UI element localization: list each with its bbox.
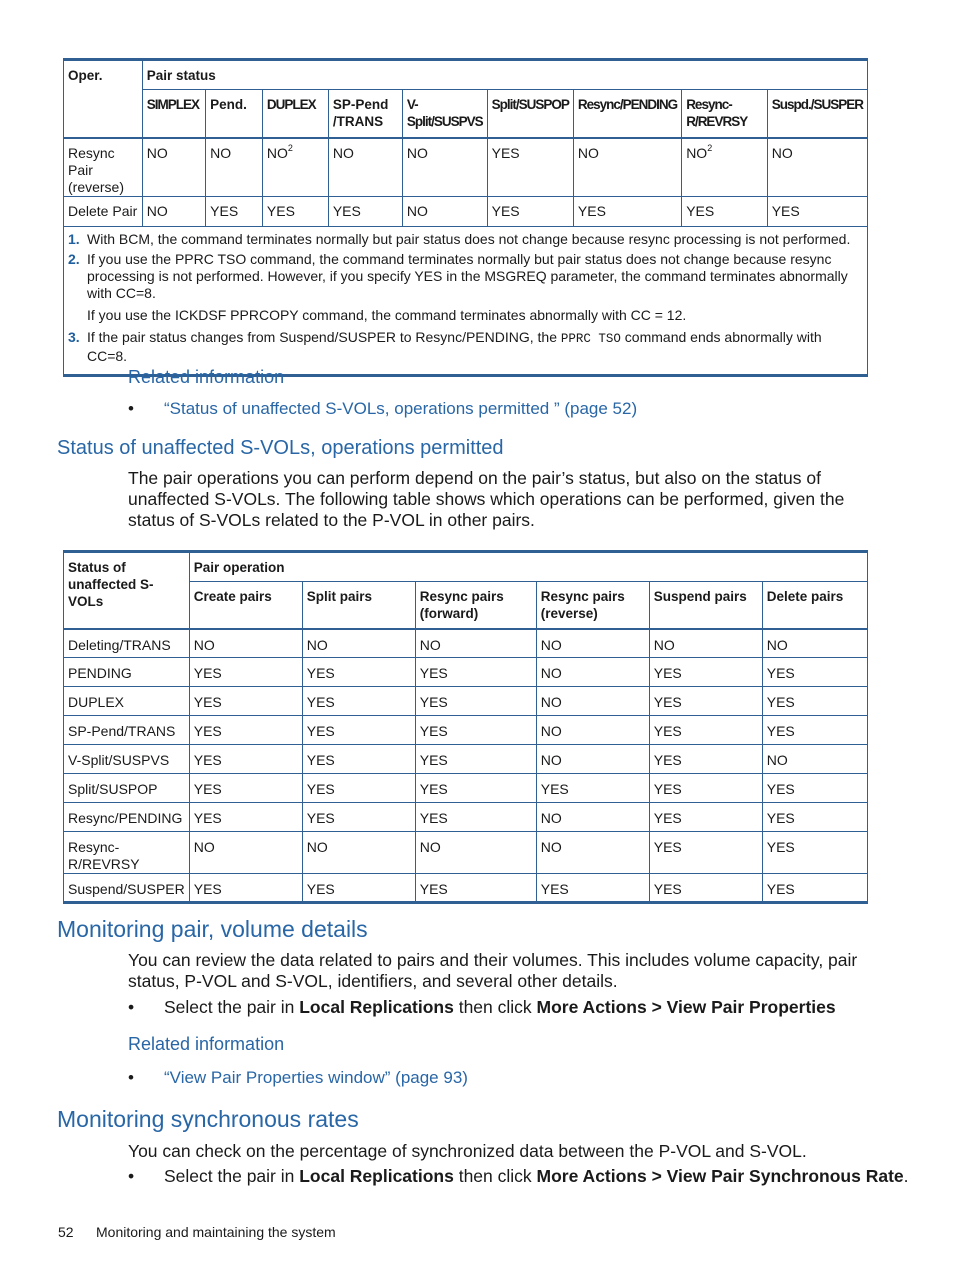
subheader-sp-pend-trans: SP-Pend /TRANS	[328, 90, 402, 138]
step-text-part: Select the pair in	[164, 1166, 300, 1186]
table-cell: YES	[302, 774, 415, 803]
bullet: •	[128, 1166, 135, 1186]
table-cell: YES	[415, 716, 536, 745]
step-text-part: .	[903, 1166, 909, 1186]
table-cell: YES	[536, 774, 649, 803]
table-cell: YES	[415, 874, 536, 903]
table-cell: YES	[415, 658, 536, 687]
subheader-resync-pending: Resync/PENDING	[573, 90, 681, 138]
row-status-label: Resync-R/REVRSY	[64, 832, 190, 874]
row-status-label: PENDING	[64, 658, 190, 687]
table-cell: YES	[189, 803, 302, 832]
row-status-label: V-Split/SUSPVS	[64, 745, 190, 774]
pair-status-table	[63, 58, 868, 377]
table-cell: YES	[302, 874, 415, 903]
section-heading: Status of unaffected S-VOLs, operations permitted	[57, 437, 504, 459]
table-row	[64, 803, 868, 832]
step-text-part: then click	[453, 1166, 537, 1186]
cell-value: NO	[686, 144, 708, 161]
footnote	[68, 251, 863, 302]
footer-title: Monitoring and maintaining the system	[96, 1224, 336, 1240]
subheader-delete-pairs: Delete pairs	[762, 582, 867, 629]
table-cell: NO	[536, 745, 649, 774]
table-cell: NO	[142, 196, 205, 226]
row-status-label: Resync/PENDING	[64, 803, 190, 832]
cell-value: NO	[266, 144, 288, 161]
table-cell: YES	[302, 658, 415, 687]
table-cell: NO	[536, 832, 649, 874]
section-body: You can check on the percentage of synchronized data between the P-VOL and S-VOL.	[128, 1141, 807, 1161]
table-cell: YES	[189, 745, 302, 774]
table-cell: YES	[573, 196, 681, 226]
table-cell: YES	[302, 745, 415, 774]
related-link[interactable]: “Status of unaffected S-VOLs, operations permitted ” (page 52)	[164, 399, 638, 418]
header-status-unaffected: Status of unaffected S-VOLs	[64, 552, 190, 629]
subheader-resync-reverse: Resync pairs (reverse)	[536, 582, 649, 629]
step-text	[164, 1166, 909, 1187]
table-cell: YES	[649, 687, 762, 716]
row-op-label: Resync Pair (reverse)	[64, 138, 143, 197]
table-cell: NO	[536, 687, 649, 716]
table-cell: YES	[189, 658, 302, 687]
table-cell: NO	[142, 138, 205, 197]
table-row	[64, 745, 868, 774]
table-cell	[682, 138, 768, 197]
table-cell: NO	[649, 629, 762, 658]
footnote-text	[87, 329, 863, 365]
footnote-number: 1.	[68, 230, 80, 247]
subheader-resync-forward: Resync pairs (forward)	[415, 582, 536, 629]
bullet: •	[128, 399, 134, 418]
table-cell: YES	[762, 874, 867, 903]
subheader-split-pairs: Split pairs	[302, 582, 415, 629]
table-cell: YES	[487, 138, 573, 197]
page-number: 52	[58, 1224, 74, 1240]
related-link[interactable]: “View Pair Properties window” (page 93)	[164, 1068, 468, 1087]
table-cell: NO	[402, 196, 487, 226]
code-literal: PPRC TSO	[560, 331, 621, 346]
table-cell: YES	[682, 196, 768, 226]
table-cell: NO	[189, 832, 302, 874]
table-cell: YES	[649, 774, 762, 803]
table-row	[64, 196, 868, 226]
section-heading: Monitoring pair, volume details	[57, 916, 368, 942]
pair-status-table-wrapper	[63, 58, 868, 377]
footnote-text: If you use the PPRC TSO command, the command terminates normally but pair status does not change because resync processing is not performed. However, if you specify YES in the MSGREQ parameter, the command terminates abnormally with CC=8.	[87, 250, 848, 301]
table-cell: YES	[762, 687, 867, 716]
footnote-text: With BCM, the command terminates normally but pair status does not change because resync processing is not performed.	[87, 230, 851, 247]
header-pair-operation: Pair operation	[189, 552, 867, 582]
table-cell	[262, 138, 328, 197]
footnote	[68, 329, 863, 365]
table-cell: YES	[649, 658, 762, 687]
table-cell: YES	[415, 745, 536, 774]
subheader-pend: Pend.	[206, 90, 263, 138]
table-cell: YES	[649, 745, 762, 774]
table-footnotes	[64, 226, 868, 375]
table-row	[64, 832, 868, 874]
footnote-ref: 2	[707, 142, 713, 153]
table-cell: NO	[302, 629, 415, 658]
section-body: You can review the data related to pairs and their volumes. This includes volume capacity, pair status, P-VOL and S-VOL, identifiers, and several other details.	[128, 950, 858, 991]
table-row	[64, 774, 868, 803]
table-cell: NO	[762, 629, 867, 658]
table-cell: NO	[536, 658, 649, 687]
row-status-label: SP-Pend/TRANS	[64, 716, 190, 745]
row-status-label: Deleting/TRANS	[64, 629, 190, 658]
instruction-step	[128, 997, 836, 1018]
footnote-number: 3.	[68, 328, 80, 345]
subheader-suspd-susper: Suspd./SUSPER	[767, 90, 867, 138]
subheader-simplex: SIMPLEX	[142, 90, 205, 138]
related-information-heading: Related information	[128, 1034, 285, 1054]
table-cell: NO	[762, 745, 867, 774]
table-cell: NO	[767, 138, 867, 197]
bullet: •	[128, 1068, 134, 1087]
table-cell: YES	[262, 196, 328, 226]
table-cell: YES	[415, 687, 536, 716]
table-cell: NO	[415, 629, 536, 658]
step-text-part: then click	[453, 997, 537, 1017]
svol-operations-table	[63, 550, 868, 904]
table-row	[64, 629, 868, 658]
table-cell: NO	[302, 832, 415, 874]
table-cell: NO	[573, 138, 681, 197]
table-row	[64, 687, 868, 716]
table-cell: YES	[415, 803, 536, 832]
table-row	[64, 658, 868, 687]
table-cell: YES	[189, 874, 302, 903]
table-cell: YES	[302, 803, 415, 832]
subheader-suspend-pairs: Suspend pairs	[649, 582, 762, 629]
subheader-create-pairs: Create pairs	[189, 582, 302, 629]
table-cell: YES	[536, 874, 649, 903]
table-cell: YES	[649, 803, 762, 832]
section-heading: Monitoring synchronous rates	[57, 1106, 359, 1132]
table-cell: YES	[415, 774, 536, 803]
table-cell: NO	[328, 138, 402, 197]
ui-term: More Actions > View Pair Synchronous Rate	[536, 1166, 904, 1186]
row-status-label: DUPLEX	[64, 687, 190, 716]
related-link-item	[128, 1068, 468, 1088]
table-row	[64, 138, 868, 197]
table-cell: YES	[649, 832, 762, 874]
row-status-label: Suspend/SUSPER	[64, 874, 190, 903]
bullet: •	[128, 997, 135, 1017]
footnote-text-part: command ends abnormally with CC=8.	[87, 328, 822, 364]
table-cell: NO	[536, 716, 649, 745]
table-cell: YES	[762, 716, 867, 745]
instruction-step	[128, 1166, 909, 1187]
table-cell: YES	[206, 196, 263, 226]
step-text-part: Select the pair in	[164, 997, 300, 1017]
ui-term: Local Replications	[299, 1166, 454, 1186]
footnote-text-part: If the pair status changes from Suspend/SUSPER to Resync/PENDING, the	[87, 328, 561, 345]
table-cell: YES	[302, 687, 415, 716]
footnote	[68, 231, 863, 248]
row-status-label: Split/SUSPOP	[64, 774, 190, 803]
table-cell: YES	[302, 716, 415, 745]
ui-term: More Actions > View Pair Properties	[536, 997, 836, 1017]
svol-operations-table-wrapper	[63, 550, 868, 904]
footnote-ref: 2	[287, 142, 293, 153]
table-row	[64, 716, 868, 745]
table-cell: YES	[328, 196, 402, 226]
table-cell: YES	[189, 716, 302, 745]
table-cell: YES	[762, 803, 867, 832]
subheader-split-suspop: Split/SUSPOP	[487, 90, 573, 138]
table-cell: NO	[206, 138, 263, 197]
table-cell: NO	[402, 138, 487, 197]
section-body: The pair operations you can perform depend on the pair’s status, but also on the status of unaffected S-VOLs. The following table shows which operations can be performed, given the status of S-VOLs related to the P-VOL in other pairs.	[128, 468, 845, 530]
row-op-label: Delete Pair	[64, 196, 143, 226]
header-pair-status: Pair status	[142, 60, 867, 90]
table-cell: NO	[189, 629, 302, 658]
footnote-continuation: If you use the ICKDSF PPRCOPY command, the command terminates abnormally with CC = 12.	[87, 306, 687, 323]
table-cell: YES	[762, 774, 867, 803]
header-oper: Oper.	[64, 60, 143, 138]
table-cell: NO	[536, 803, 649, 832]
table-cell: YES	[649, 874, 762, 903]
table-cell: YES	[762, 658, 867, 687]
subheader-resync-r-revrsy: Resync-R/REVRSY	[682, 90, 768, 138]
step-text	[164, 997, 836, 1018]
table-cell: YES	[189, 774, 302, 803]
table-cell: YES	[649, 716, 762, 745]
subheader-v-split-suspvs: V-Split/SUSPVS	[402, 90, 487, 138]
subheader-duplex: DUPLEX	[262, 90, 328, 138]
related-information-heading: Related information	[128, 367, 285, 387]
table-cell: YES	[189, 687, 302, 716]
table-cell: YES	[487, 196, 573, 226]
table-cell: NO	[536, 629, 649, 658]
footnote-number: 2.	[68, 250, 80, 267]
table-cell: YES	[762, 832, 867, 874]
related-link-item	[128, 399, 637, 419]
ui-term: Local Replications	[299, 997, 454, 1017]
table-cell: YES	[767, 196, 867, 226]
table-cell: NO	[415, 832, 536, 874]
table-row	[64, 874, 868, 903]
